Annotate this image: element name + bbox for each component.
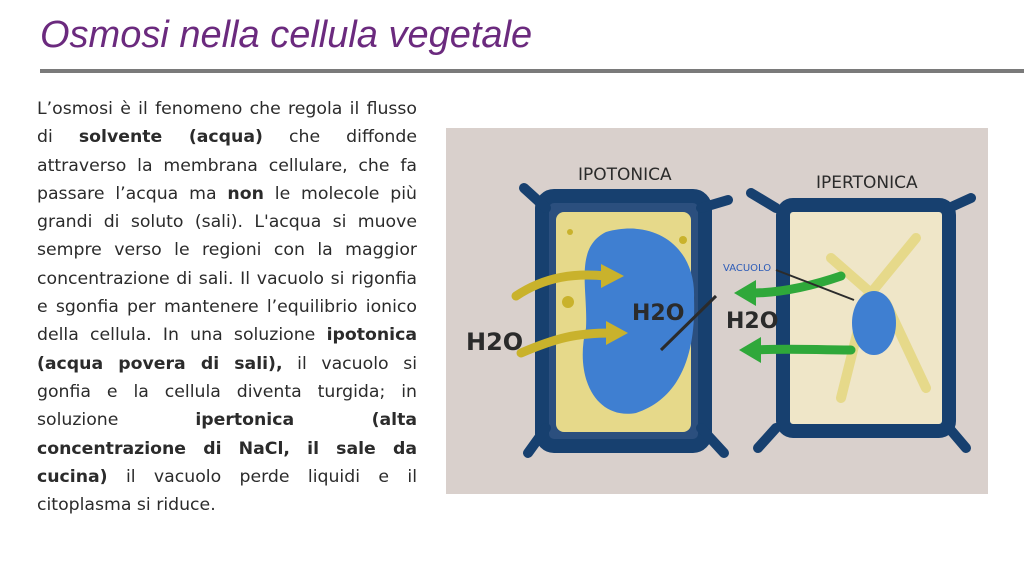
paragraph-run-4: il vacuolo si gonfia e la cellula diventa turgida; in soluzione bbox=[37, 353, 418, 431]
water-label-center: H2O bbox=[632, 301, 685, 326]
outflow-arrow-2 bbox=[756, 349, 851, 350]
hypotonic-cell bbox=[524, 188, 728, 453]
paragraph-bold-ipotonica: ipotonica (acqua povera di sali), bbox=[37, 325, 417, 374]
title-divider bbox=[40, 69, 1024, 73]
paragraph-run-1: L’osmosi è il fenomeno che regola il flusso di bbox=[37, 99, 417, 148]
paragraph-run-2: che diffonde attraverso la membrana cellulare, che fa passare l’acqua ma bbox=[37, 127, 417, 204]
hypertonic-cell bbox=[751, 193, 971, 448]
hypertonic-label: IPERTONICA bbox=[816, 173, 918, 193]
osmosis-drawing-svg bbox=[446, 128, 988, 494]
slide-title: Osmosi nella cellula vegetale bbox=[40, 14, 533, 56]
organelle bbox=[562, 296, 574, 308]
osmosis-drawing bbox=[446, 128, 988, 494]
hypertonic-vacuole bbox=[852, 291, 896, 355]
paragraph-bold-ipertonica: ipertonica (alta concentrazione di NaCl, il sale da cucina) bbox=[37, 410, 417, 487]
vacuole-label: VACUOLO bbox=[723, 263, 772, 274]
organelle bbox=[679, 236, 687, 244]
paragraph-run-3: le molecole più grandi di soluto (sali). L'acqua si muove sempre verso le regioni con la maggior concentrazione di sali. Il vacuolo si rigonfia e sgonfia per mantenere l’equilibrio ionico della cellula. In una soluzione bbox=[37, 183, 417, 346]
water-label-right: H2O bbox=[726, 309, 779, 334]
water-label-left: H2O bbox=[466, 328, 524, 356]
hypotonic-label: IPOTONICA bbox=[578, 165, 672, 185]
paragraph-bold-non: non bbox=[227, 183, 264, 204]
body-paragraph bbox=[37, 95, 417, 519]
paragraph-bold-solvente: solvente (acqua) bbox=[78, 127, 263, 148]
paragraph-run-5: il vacuolo perde liquidi e il citoplasma si riduce. bbox=[37, 466, 417, 516]
organelle bbox=[567, 229, 573, 235]
